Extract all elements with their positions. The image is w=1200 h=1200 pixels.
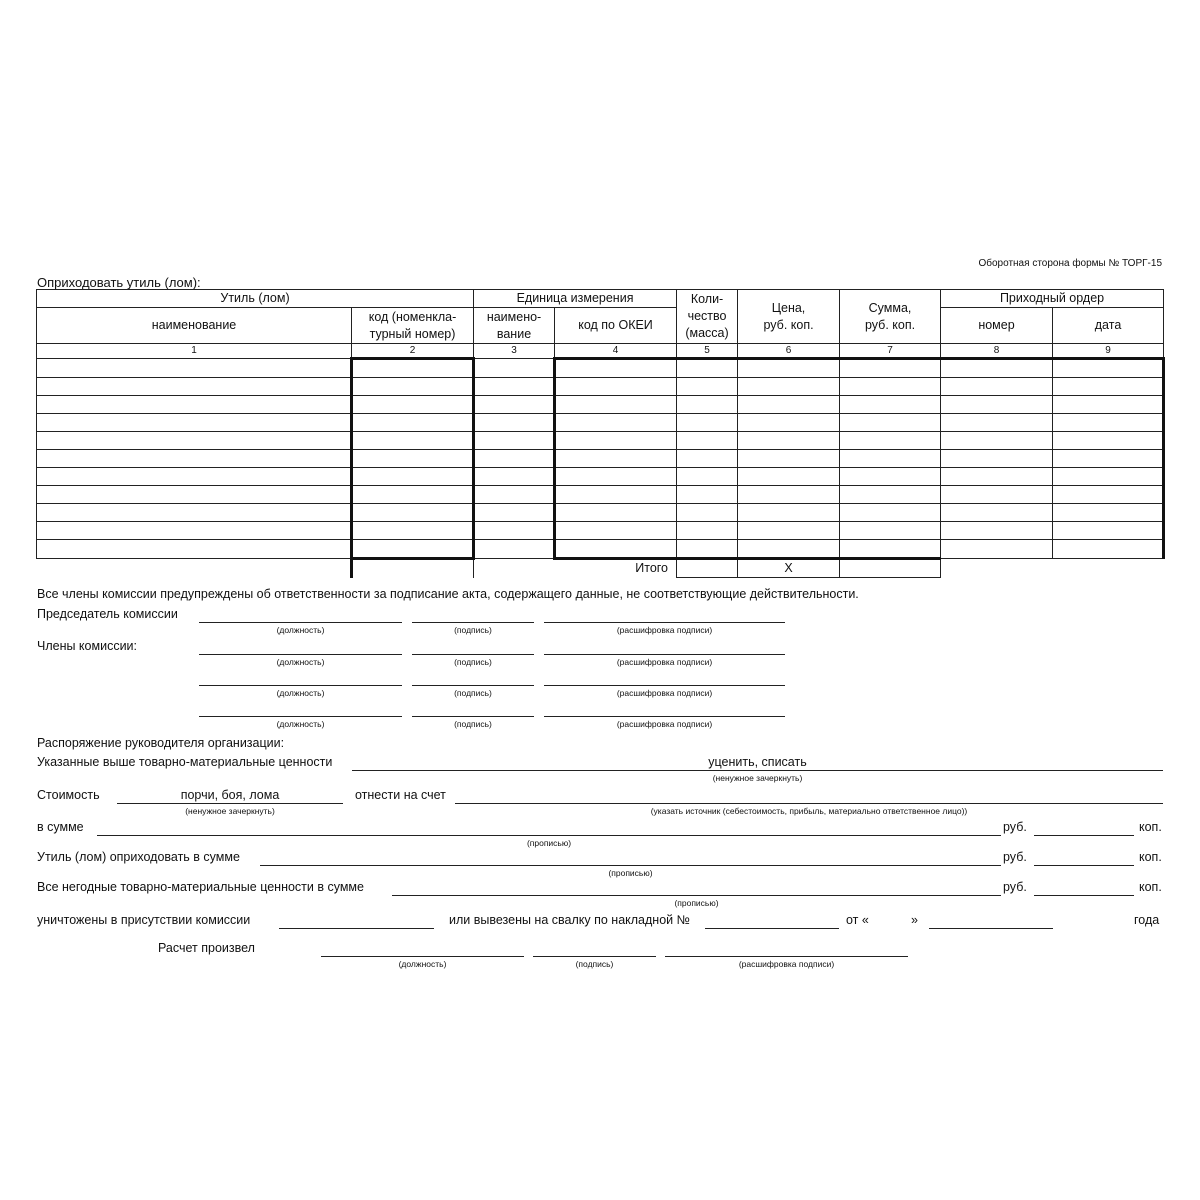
header-unit-name: наимено- вание — [474, 308, 555, 344]
table-cell[interactable] — [474, 540, 555, 559]
table-cell[interactable] — [474, 359, 555, 378]
caption-position: (должность) — [276, 719, 325, 729]
caption-words: (прописью) — [674, 898, 719, 908]
table-cell[interactable] — [1053, 486, 1164, 504]
column-number: 4 — [555, 344, 677, 359]
table-cell[interactable] — [1053, 396, 1164, 414]
table-cell[interactable] — [37, 359, 352, 378]
values-action-field[interactable] — [352, 770, 1163, 771]
table-cell[interactable] — [677, 540, 738, 559]
table-cell[interactable] — [941, 504, 1053, 522]
table-cell[interactable] — [555, 450, 677, 468]
caption-decoding: (расшифровка подписи) — [738, 959, 835, 969]
kop-field[interactable] — [1034, 865, 1134, 866]
table-cell[interactable] — [677, 504, 738, 522]
table-cell[interactable] — [1053, 468, 1164, 486]
member-position-field[interactable] — [199, 716, 402, 717]
kop-label: коп. — [1139, 850, 1162, 864]
rub-label: руб. — [1003, 850, 1027, 864]
caption-signature: (подпись) — [454, 657, 492, 667]
table-cell[interactable] — [352, 378, 474, 396]
account-field[interactable] — [455, 803, 1163, 804]
table-cell[interactable] — [1053, 359, 1164, 378]
table-cell[interactable] — [37, 414, 352, 432]
chairman-decoding-field[interactable] — [544, 622, 785, 623]
table-cell[interactable] — [738, 378, 840, 396]
caption-signature: (подпись) — [454, 719, 492, 729]
table-cell[interactable] — [941, 414, 1053, 432]
member-position-field[interactable] — [199, 654, 402, 655]
caption-strike-small: (ненужное зачеркнуть) — [185, 806, 275, 816]
calc-position-field[interactable] — [321, 956, 524, 957]
table-cell[interactable] — [677, 378, 738, 396]
table-cell[interactable] — [555, 468, 677, 486]
total-sum-cell[interactable] — [840, 559, 941, 578]
table-cell[interactable] — [37, 504, 352, 522]
table-cell[interactable] — [352, 450, 474, 468]
member-position-field[interactable] — [199, 685, 402, 686]
total-label: Итого — [635, 561, 669, 576]
caption-position: (должность) — [276, 657, 325, 667]
table-row — [37, 378, 1164, 396]
member-signature-field[interactable] — [412, 716, 534, 717]
table-row — [37, 359, 1164, 378]
form-reference: Оборотная сторона формы № ТОРГ-15 — [978, 258, 1162, 269]
table-cell[interactable] — [941, 450, 1053, 468]
table-cell[interactable] — [738, 432, 840, 450]
destroyed-label: уничтожены в присутствии комиссии — [37, 913, 251, 927]
values-label: Указанные выше товарно-материальные ценности — [37, 755, 333, 769]
table-cell[interactable] — [738, 450, 840, 468]
table-cell[interactable] — [941, 522, 1053, 540]
table-cell[interactable] — [840, 468, 941, 486]
table-cell[interactable] — [1053, 450, 1164, 468]
table-row — [37, 414, 1164, 432]
column-number: 5 — [677, 344, 738, 359]
table-cell[interactable] — [840, 359, 941, 378]
table-cell[interactable] — [352, 468, 474, 486]
caption-position: (должность) — [276, 625, 325, 635]
unusable-sum-field[interactable] — [392, 895, 1001, 896]
removed-label: или вывезены на свалку по накладной № — [449, 913, 691, 927]
table-cell[interactable] — [941, 378, 1053, 396]
table-cell[interactable] — [352, 540, 474, 559]
table-cell[interactable] — [1053, 540, 1164, 559]
header-unit-group: Единица измерения — [474, 290, 677, 308]
table-cell[interactable] — [474, 486, 555, 504]
table-cell[interactable] — [555, 359, 677, 378]
table-cell[interactable] — [555, 414, 677, 432]
header-sum: Сумма, руб. коп. — [840, 290, 941, 344]
table-cell[interactable] — [352, 486, 474, 504]
waybill-date-field[interactable] — [929, 928, 1053, 929]
header-name: наименование — [37, 308, 352, 344]
table-cell[interactable] — [474, 432, 555, 450]
destroyed-field[interactable] — [279, 928, 434, 929]
kop-label: коп. — [1139, 820, 1162, 834]
table-cell[interactable] — [1053, 522, 1164, 540]
table-cell[interactable] — [1053, 414, 1164, 432]
kop-label: коп. — [1139, 880, 1162, 894]
header-order-number: номер — [941, 308, 1053, 344]
chairman-signature-field[interactable] — [412, 622, 534, 623]
table-cell[interactable] — [840, 486, 941, 504]
caption-decoding: (расшифровка подписи) — [616, 719, 713, 729]
column-number: 6 — [738, 344, 840, 359]
column-number: 9 — [1053, 344, 1164, 359]
header-scrap-group: Утиль (лом) — [37, 290, 474, 308]
table-cell[interactable] — [840, 504, 941, 522]
table-cell[interactable] — [840, 396, 941, 414]
header-code: код (номенкла- турный номер) — [352, 308, 474, 344]
table-cell[interactable] — [37, 468, 352, 486]
table-cell[interactable] — [941, 432, 1053, 450]
table-cell[interactable] — [352, 522, 474, 540]
table-row — [37, 522, 1164, 540]
kop-field[interactable] — [1034, 835, 1134, 836]
table-cell[interactable] — [352, 432, 474, 450]
caption-words: (прописью) — [526, 838, 572, 848]
caption-signature: (подпись) — [454, 625, 492, 635]
header-order-date: дата — [1053, 308, 1164, 344]
table-cell[interactable] — [677, 396, 738, 414]
table-cell[interactable] — [941, 540, 1053, 559]
table-cell[interactable] — [738, 359, 840, 378]
table-cell[interactable] — [555, 522, 677, 540]
table-cell[interactable] — [738, 468, 840, 486]
table-cell[interactable] — [840, 378, 941, 396]
table-cell[interactable] — [1053, 432, 1164, 450]
table-cell[interactable] — [1053, 504, 1164, 522]
caption-position: (должность) — [398, 959, 447, 969]
table-cell[interactable] — [474, 396, 555, 414]
unusable-label: Все негодные товарно-материальные ценности в сумме — [37, 880, 364, 894]
caption-signature: (подпись) — [575, 959, 614, 969]
table-cell[interactable] — [37, 432, 352, 450]
caption-decoding: (расшифровка подписи) — [616, 625, 713, 635]
kop-field[interactable] — [1034, 895, 1134, 896]
member-signature-field[interactable] — [412, 685, 534, 686]
table-cell[interactable] — [474, 450, 555, 468]
from-label: от « — [846, 913, 869, 927]
table-cell[interactable] — [677, 414, 738, 432]
table-cell[interactable] — [941, 468, 1053, 486]
member-decoding-field[interactable] — [544, 654, 785, 655]
sum-words-field[interactable] — [97, 835, 1001, 836]
table-cell[interactable] — [1053, 378, 1164, 396]
table-cell[interactable] — [941, 486, 1053, 504]
table-cell[interactable] — [474, 522, 555, 540]
table-cell[interactable] — [738, 396, 840, 414]
table-cell[interactable] — [37, 522, 352, 540]
table-cell[interactable] — [677, 486, 738, 504]
column-number: 1 — [37, 344, 352, 359]
table-cell[interactable] — [37, 486, 352, 504]
table-cell[interactable] — [677, 432, 738, 450]
calc-label: Расчет произвел — [158, 941, 255, 955]
table-cell[interactable] — [37, 540, 352, 559]
table-cell[interactable] — [555, 504, 677, 522]
cost-label: Стоимость — [37, 788, 100, 802]
caption-strike: (ненужное зачеркнуть) — [712, 773, 803, 783]
scrap-sum-label: Утиль (лом) оприходовать в сумме — [37, 850, 240, 864]
member-decoding-field[interactable] — [544, 716, 785, 717]
table-cell[interactable] — [840, 540, 941, 559]
year-label: года — [1134, 913, 1160, 927]
waybill-number-field[interactable] — [705, 928, 839, 929]
chairman-position-field[interactable] — [199, 622, 402, 623]
table-cell[interactable] — [941, 359, 1053, 378]
commission-warning: Все члены комиссии предупреждены об ответственности за подписание акта, содержащего данные, не соответствующие действительности. — [37, 587, 859, 601]
table-cell[interactable] — [474, 378, 555, 396]
table-cell[interactable] — [840, 432, 941, 450]
table-cell[interactable] — [37, 396, 352, 414]
section-heading: Оприходовать утиль (лом): — [37, 275, 201, 290]
total-quantity-cell[interactable] — [677, 559, 738, 578]
table-cell[interactable] — [677, 468, 738, 486]
member-signature-field[interactable] — [412, 654, 534, 655]
caption-decoding: (расшифровка подписи) — [616, 688, 713, 698]
table-cell[interactable] — [677, 450, 738, 468]
total-price-mark: Х — [738, 559, 840, 578]
table-row — [37, 504, 1164, 522]
header-okei: код по ОКЕИ — [555, 308, 677, 344]
table-cell[interactable] — [352, 504, 474, 522]
members-label: Члены комиссии: — [37, 639, 138, 653]
table-row — [37, 432, 1164, 450]
column-number: 8 — [941, 344, 1053, 359]
rub-label: руб. — [1003, 820, 1027, 834]
scrap-sum-field[interactable] — [260, 865, 1001, 866]
cost-type-field[interactable] — [117, 803, 343, 804]
table-cell[interactable] — [37, 378, 352, 396]
table-cell[interactable] — [474, 468, 555, 486]
table-cell[interactable] — [352, 396, 474, 414]
table-cell[interactable] — [555, 432, 677, 450]
header-quantity: Коли- чество (масса) — [677, 290, 738, 344]
table-cell[interactable] — [738, 414, 840, 432]
table-cell[interactable] — [474, 504, 555, 522]
table-row — [37, 468, 1164, 486]
table-cell[interactable] — [738, 504, 840, 522]
table-cell[interactable] — [677, 522, 738, 540]
caption-source: (указать источник (себестоимость, прибыль, материально ответственное лицо)) — [650, 806, 968, 816]
table-cell[interactable] — [474, 414, 555, 432]
table-cell[interactable] — [677, 359, 738, 378]
rub-label: руб. — [1003, 880, 1027, 894]
caption-position: (должность) — [276, 688, 325, 698]
column-number: 3 — [474, 344, 555, 359]
scrap-table — [36, 289, 1165, 578]
table-cell[interactable] — [840, 522, 941, 540]
header-order-group: Приходный ордер — [941, 290, 1164, 308]
table-cell[interactable] — [555, 486, 677, 504]
table-cell[interactable] — [555, 396, 677, 414]
table-cell[interactable] — [840, 450, 941, 468]
table-cell[interactable] — [738, 486, 840, 504]
caption-decoding: (расшифровка подписи) — [616, 657, 713, 667]
table-cell[interactable] — [840, 414, 941, 432]
table-row — [37, 396, 1164, 414]
column-number: 7 — [840, 344, 941, 359]
table-row — [37, 450, 1164, 468]
in-sum-label: в сумме — [37, 820, 84, 834]
order-label: Распоряжение руководителя организации: — [37, 736, 285, 750]
table-row — [37, 540, 1164, 559]
table-cell[interactable] — [352, 414, 474, 432]
calc-decoding-field[interactable] — [665, 956, 908, 957]
values-options: уценить, списать — [708, 755, 807, 769]
header-price: Цена, руб. коп. — [738, 290, 840, 344]
table-cell[interactable] — [738, 540, 840, 559]
column-number: 2 — [352, 344, 474, 359]
cost-options: порчи, боя, лома — [180, 788, 280, 802]
quote-close: » — [911, 913, 918, 927]
table-cell[interactable] — [352, 359, 474, 378]
caption-signature: (подпись) — [454, 688, 492, 698]
table-cell[interactable] — [555, 378, 677, 396]
table-row — [37, 486, 1164, 504]
member-decoding-field[interactable] — [544, 685, 785, 686]
table-cell[interactable] — [738, 522, 840, 540]
table-cell[interactable] — [941, 396, 1053, 414]
calc-signature-field[interactable] — [533, 956, 656, 957]
account-label: отнести на счет — [355, 788, 446, 802]
table-cell[interactable] — [555, 540, 677, 559]
chairman-label: Председатель комиссии — [37, 607, 178, 621]
table-cell[interactable] — [37, 450, 352, 468]
caption-words: (прописью) — [608, 868, 653, 878]
